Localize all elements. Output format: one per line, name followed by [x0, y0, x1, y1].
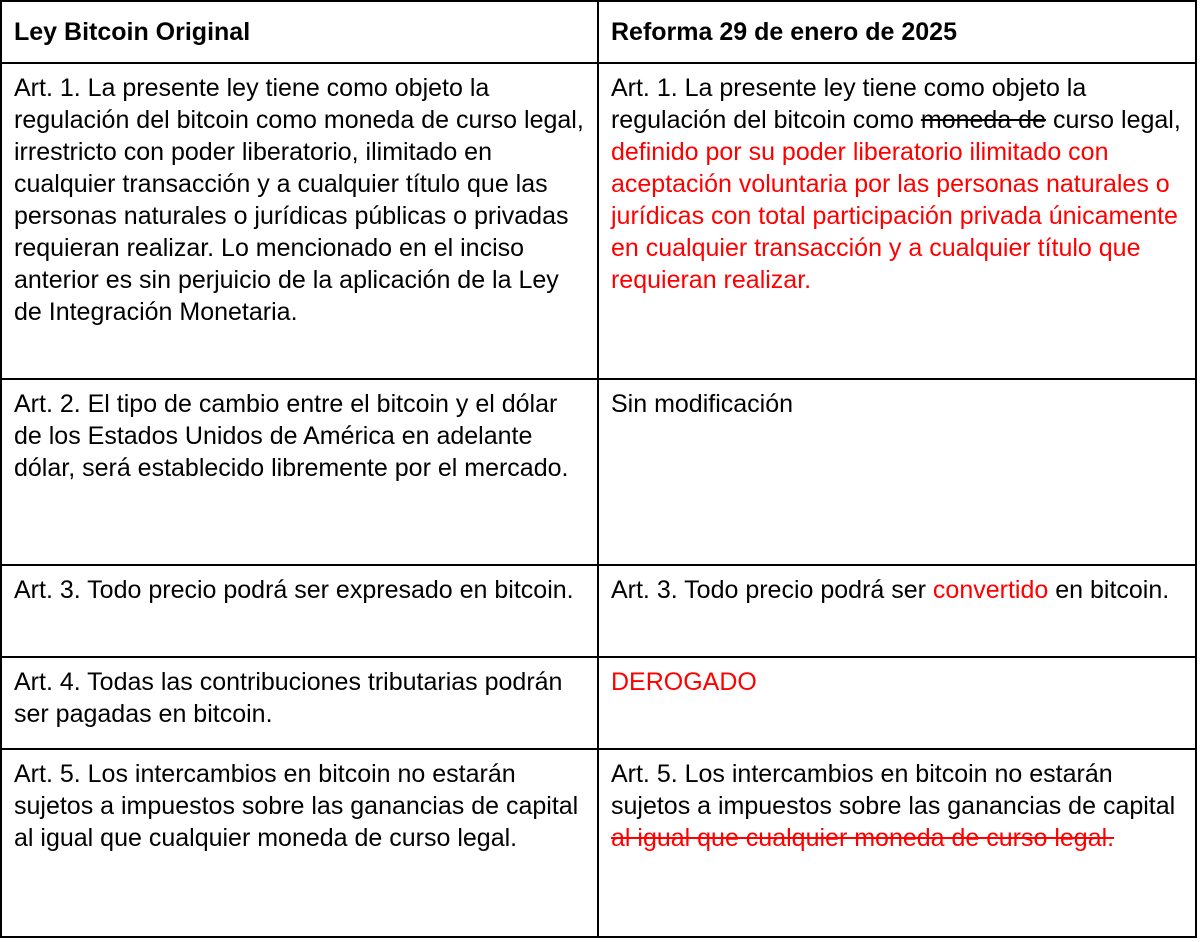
reform-art-1-added: definido por su poder liberatorio ilimitado con aceptación voluntaria por las personas naturales o jurídicas con total participación privada únicamente en cualquier transacción y a cualquier título que requieran realizar.	[610, 138, 1178, 294]
header-reform: Reforma 29 de enero de 2025	[598, 1, 1196, 63]
cell-reform-art-1	[598, 63, 1196, 379]
table-row-art-4	[1, 657, 1196, 749]
table-row-art-3	[1, 565, 1196, 657]
table-row-art-5	[1, 749, 1196, 937]
cell-original-art-3: Art. 3. Todo precio podrá ser expresado en bitcoin.	[1, 565, 598, 657]
reform-art-1-text: Art. 1. La presente ley tiene como objeto la regulación del bitcoin como	[610, 74, 1087, 134]
reform-art-3-text-2: en bitcoin.	[1048, 576, 1170, 604]
cell-original-art-5: Art. 5. Los intercambios en bitcoin no estarán sujetos a impuestos sobre las ganancias de capital al igual que cualquier moneda de curso legal.	[1, 749, 598, 937]
cell-original-art-2: Art. 2. El tipo de cambio entre el bitcoin y el dólar de los Estados Unidos de América en adelante dólar, será establecido libremente por el mercado.	[1, 379, 598, 565]
reform-art-1-struck: moneda de	[920, 106, 1046, 134]
cell-original-art-4: Art. 4. Todas las contribuciones tributarias podrán ser pagadas en bitcoin.	[1, 657, 598, 749]
header-row	[1, 1, 1196, 63]
reform-art-1-text-2: curso legal,	[1046, 106, 1181, 134]
table-row-art-2	[1, 379, 1196, 565]
cell-reform-art-3	[598, 565, 1196, 657]
reform-art-5-text: Art. 5. Los intercambios en bitcoin no estarán sujetos a impuestos sobre las ganancias de capital	[610, 760, 1176, 820]
cell-reform-art-4: DEROGADO	[598, 657, 1196, 749]
cell-reform-art-2: Sin modificación	[598, 379, 1196, 565]
cell-reform-art-5	[598, 749, 1196, 937]
header-original: Ley Bitcoin Original	[1, 1, 598, 63]
reform-art-3-added: convertido	[932, 576, 1049, 604]
reform-art-3-text: Art. 3. Todo precio podrá ser	[610, 576, 933, 604]
cell-original-art-1: Art. 1. La presente ley tiene como objeto la regulación del bitcoin como moneda de curso legal, irrestricto con poder liberatorio, ilimitado en cualquier transacción y a cualquier título que las personas naturales o jurídicas públicas o privadas requieran realizar. Lo mencionado en el inciso anterior es sin perjuicio de la aplicación de la Ley de Integración Monetaria.	[1, 63, 598, 379]
reform-art-5-struck: al igual que cualquier moneda de curso legal.	[610, 824, 1115, 852]
table-row-art-1	[1, 63, 1196, 379]
